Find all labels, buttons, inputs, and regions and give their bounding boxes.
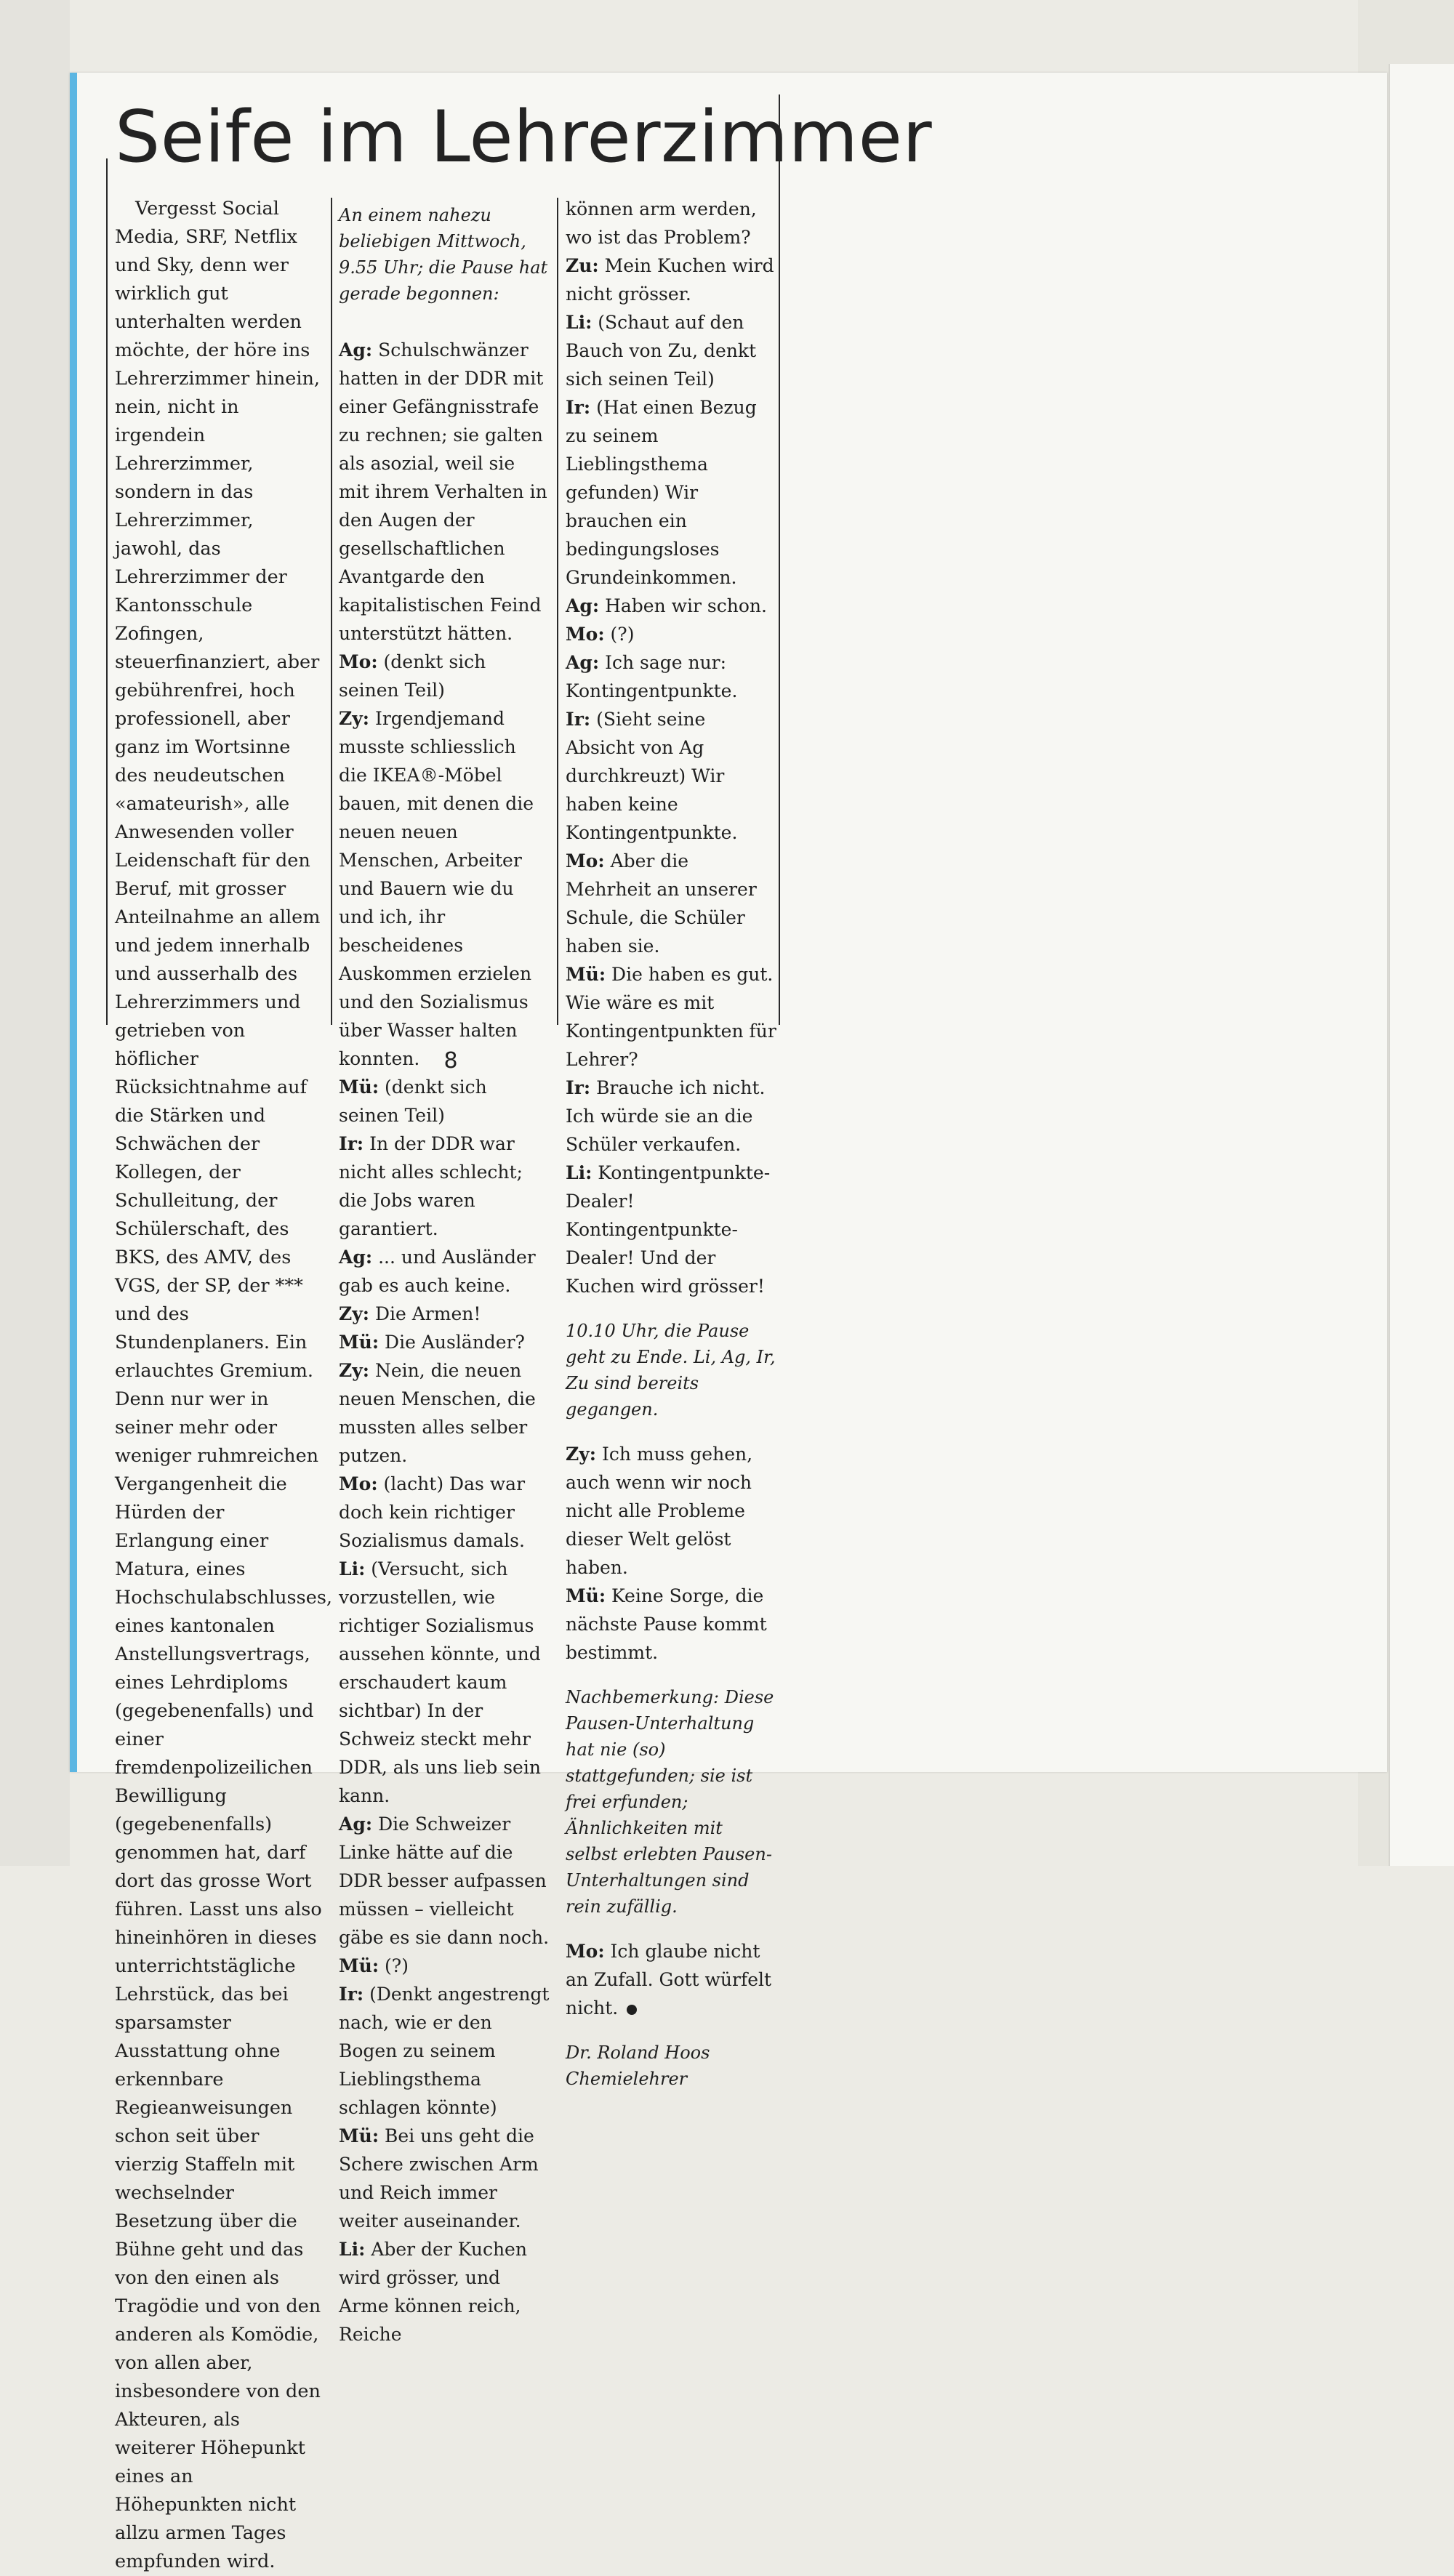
dialogue-line [566, 251, 776, 308]
speaker: Mü: [339, 2125, 379, 2146]
speaker: Mü: [566, 964, 606, 985]
dialogue-line [339, 1810, 550, 1952]
line-text: Ich sage nur: Kontingentpunkte. [566, 652, 738, 701]
line-text: (?) [610, 624, 635, 645]
speaker: Li: [339, 1558, 366, 1579]
dialogue-line [339, 1470, 550, 1555]
dialogue-line [566, 847, 776, 960]
line-text: (Denkt angestrengt nach, wie er den Bogen zu seinem Lieblingsthema schlagen könnte) [339, 1984, 550, 2118]
speaker: Ag: [566, 652, 600, 673]
dialogue-line [339, 1356, 550, 1470]
dialogue-line [339, 1555, 550, 1810]
dialogue-line [566, 592, 776, 620]
line-text: (?) [385, 1955, 409, 1976]
dialogue-line [339, 1073, 550, 1130]
speaker: Zy: [339, 1360, 370, 1381]
dialogue-line [566, 1074, 776, 1159]
dialogue-line [566, 960, 776, 1074]
line-text: Haben wir schon. [605, 595, 767, 616]
speaker: Ir: [566, 709, 591, 730]
dialogue-line [339, 336, 550, 648]
speaker: Li: [339, 2239, 366, 2260]
speaker: Ag: [566, 595, 600, 616]
line-text: (Hat einen Bezug zu seinem Lieblingsthema gefunden) Wir brauchen ein bedingungsloses Grundeinkommen. [566, 397, 757, 588]
line-text: Die Armen! [374, 1303, 481, 1324]
author-role: Chemielehrer [566, 2069, 688, 2089]
column-3 [566, 195, 776, 2092]
line-text: Brauche ich nicht. Ich würde sie an die Schüler verkaufen. [566, 1077, 766, 1155]
line-text: Keine Sorge, die nächste Pause kommt bestimmt. [566, 1585, 767, 1663]
dialogue-line [566, 393, 776, 592]
line-text: Kontingentpunkte-Dealer! Kontingentpunkte-Dealer! Und der Kuchen wird grösser! [566, 1162, 771, 1297]
speaker: Mo: [566, 1941, 605, 1962]
dialogue-line [339, 2122, 550, 2235]
dialogue-line [339, 648, 550, 704]
column-rule-1 [331, 198, 332, 1025]
speaker: Ag: [339, 1247, 373, 1268]
speaker: Zy: [339, 708, 370, 729]
speaker: Ir: [339, 1133, 364, 1154]
speaker: Mo: [566, 624, 605, 645]
line-text: (denkt sich seinen Teil) [339, 651, 486, 701]
line-text: Ich muss gehen, auch wenn wir noch nicht alle Probleme dieser Welt gelöst haben. [566, 1444, 753, 1578]
dialogue-line [339, 1952, 550, 1980]
dialogue-line [339, 704, 550, 1073]
dialogue-line [566, 705, 776, 847]
line-text: (lacht) Das war doch kein richtiger Sozialismus damals. [339, 1473, 526, 1551]
dialogue-part-2 [566, 251, 776, 1300]
dialogue-line [566, 1440, 776, 1582]
line-text: Mein Kuchen wird nicht grösser. [566, 255, 774, 305]
scene-intro: An einem nahezu beliebigen Mittwoch, 9.55 Uhr; die Pause hat gerade begonnen: [339, 205, 548, 304]
speaker: Mü: [339, 1076, 379, 1098]
speaker: Ag: [339, 1814, 373, 1835]
column-2 [339, 202, 550, 2348]
line-text: (denkt sich seinen Teil) [339, 1076, 487, 1126]
final-line [566, 1937, 776, 2022]
speaker: Mü: [566, 1585, 606, 1606]
end-mark-icon [627, 2005, 637, 2015]
intro-paragraph: Vergesst Social Media, SRF, Netflix und Sky, denn wer wirklich gut unterhalten werden möchte, der höre ins Lehrerzimmer hinein, nein, nicht in irgendein Lehrerzimmer, sondern in das Lehrerzimmer, jawohl, das Lehrerzimmer der Kantonsschule Zofingen, steuerfinanziert, aber gebührenfrei, hoch professionell, aber ganz im Wortsinne des neudeutschen «amateurish», alle Anwesenden voller Leidenschaft für den Beruf, mit grosser Anteilnahme an allem und jedem innerhalb und ausserhalb des Lehrerzimmers und getrieben von höflicher Rücksichtnahme auf die Stärken und Schwächen der Kollegen, der Schulleitung, der Schülerschaft, des BKS, des AMV, des VGS, der SP, der *** und des Stundenplaners. Ein erlauchtes Gremium. Denn nur wer in seiner mehr oder weniger ruhmreichen Vergangenheit die Hürden der Erlangung einer Matura, eines Hochschulabschlusses, eines kantonalen Anstellungsvertrags, eines Lehrdiploms (gegebenenfalls) und einer fremdenpolizeilichen Bewilligung (gegebenenfalls) genommen hat, darf dort das grosse Wort führen. Lasst uns also hineinhören in dieses unterrichtstägliche Lehrstück, das bei sparsamster Ausstattung ohne erkennbare Regieanweisungen schon seit über vierzig Staffeln mit wechselnder Besetzung über die Bühne geht und das von den einen als Tragödie und von den anderen als Komödie, von allen aber, insbesondere von den Akteuren, als weiterer Höhepunkt eines an Höhepunkten nicht allzu armen Tages empfunden wird. [115, 198, 333, 2572]
line-text: In der DDR war nicht alles schlecht; die Jobs waren garantiert. [339, 1133, 523, 1239]
dialogue-part-3 [566, 1440, 776, 1667]
afterword-note: Nachbemerkung: Diese Pausen-Unterhaltung hat nie (so) stattgefunden; sie ist frei erfunden; Ähnlichkeiten mit selbst erlebten Pausen-Unterhaltungen sind rein zufällig. [566, 1687, 774, 1917]
speaker: Ir: [566, 397, 591, 418]
speaker: Mo: [566, 850, 605, 872]
speaker: Mü: [339, 1332, 379, 1353]
line-text: Aber die Mehrheit an unserer Schule, die Schüler haben sie. [566, 850, 757, 957]
dialogue-line [339, 1243, 550, 1300]
column-rule-left [106, 158, 108, 1025]
dialogue-line [566, 1582, 776, 1667]
speaker: Mü: [339, 1955, 379, 1976]
page-title: Seife im Lehrerzimmer [115, 96, 933, 179]
page-number: 8 [443, 1048, 458, 1074]
line-text: (Schaut auf den Bauch von Zu, denkt sich seinen Teil) [566, 312, 757, 390]
dialogue-line [339, 2235, 550, 2348]
line-text: ... und Ausländer gab es auch keine. [339, 1247, 536, 1296]
dialogue-line [566, 648, 776, 705]
author-name: Dr. Roland Hoos [566, 2042, 710, 2063]
speaker: Ir: [566, 1077, 591, 1098]
dialogue-continuation: können arm werden, wo ist das Problem? [566, 198, 757, 248]
dialogue-line [566, 620, 776, 648]
column-1 [115, 195, 333, 2576]
column-rule-2 [557, 198, 558, 1025]
scanner-background [0, 0, 70, 1866]
dialogue-line [566, 1159, 776, 1300]
line-text: Ich glaube nicht an Zufall. Gott würfelt nicht. [566, 1941, 772, 2018]
speaker: Zy: [566, 1444, 597, 1465]
dialogue-line [339, 1130, 550, 1243]
stage-direction: 10.10 Uhr, die Pause geht zu Ende. Li, Ag, Ir, Zu sind bereits gegangen. [566, 1321, 776, 1420]
line-text: (Sieht seine Absicht von Ag durchkreuzt) Wir haben keine Kontingentpunkte. [566, 709, 738, 843]
line-text: Aber der Kuchen wird grösser, und Arme können reich, Reiche [339, 2239, 527, 2345]
speaker: Zu: [566, 255, 599, 276]
line-text: Schulschwänzer hatten in der DDR mit einer Gefängnisstrafe zu rechnen; sie galten als asozial, weil sie mit ihrem Verhalten in den Augen der gesellschaftlichen Avantgarde den kapitalistischen Feind unterstützt hätten. [339, 339, 547, 644]
line-text: Bei uns geht die Schere zwischen Arm und Reich immer weiter auseinander. [339, 2125, 539, 2231]
line-text: Die haben es gut. Wie wäre es mit Kontingentpunkten für Lehrer? [566, 964, 776, 1070]
column-rule-right [779, 94, 780, 1025]
line-text: Nein, die neuen neuen Menschen, die mussten alles selber putzen. [339, 1360, 536, 1466]
line-text: (Versucht, sich vorzustellen, wie richtiger Sozialismus aussehen könnte, und erschaudert kaum sichtbar) In der Schweiz steckt mehr DDR, als uns lieb sein kann. [339, 1558, 541, 1806]
line-text: Die Schweizer Linke hätte auf die DDR besser aufpassen müssen – vielleicht gäbe es sie dann noch. [339, 1814, 550, 1948]
speaker: Zy: [339, 1303, 370, 1324]
speaker: Mo: [339, 651, 378, 672]
line-text: Die Ausländer? [385, 1332, 525, 1353]
speaker: Ir: [339, 1984, 364, 2005]
dialogue-line [339, 1300, 550, 1328]
adjacent-page-edge [1389, 64, 1454, 1866]
speaker: Ag: [339, 339, 373, 361]
line-text: Irgendjemand musste schliesslich die IKEA®-Möbel bauen, mit denen die neuen neuen Menschen, Arbeiter und Bauern wie du und ich, ihr bescheidenes Auskommen erzielen und den Sozialismus über Wasser halten konnten. [339, 708, 534, 1069]
speaker: Li: [566, 312, 593, 333]
speaker: Li: [566, 1162, 593, 1183]
dialogue-line [566, 308, 776, 393]
dialogue-part-1 [339, 336, 550, 2348]
dialogue-line [339, 1980, 550, 2122]
dialogue-line [339, 1328, 550, 1356]
speaker: Mo: [339, 1473, 378, 1494]
